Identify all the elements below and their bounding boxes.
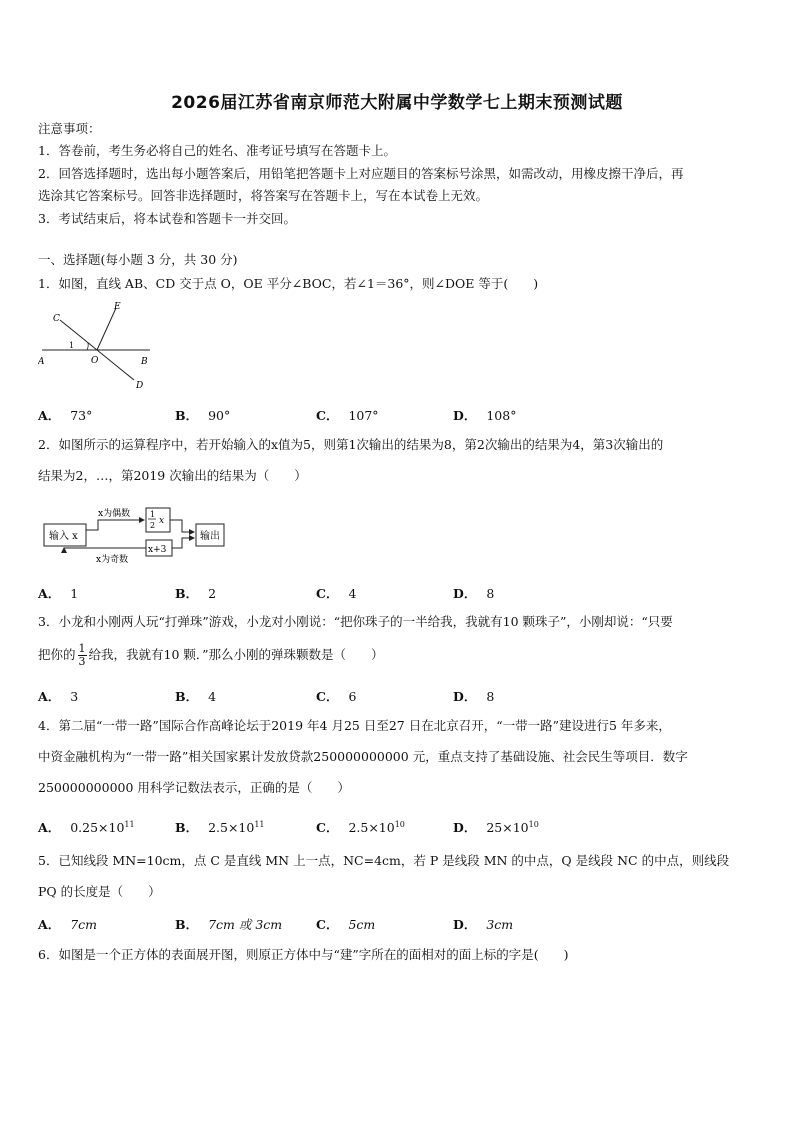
notice-heading: 注意事项：	[38, 121, 101, 136]
figure-label-c: C	[53, 314, 60, 324]
notice-item-2-cont: 选涂其它答案标号。回答非选择题时，将答案写在答题卡上，写在本试卷上无效。	[38, 188, 489, 203]
flow-half-den: 2	[150, 521, 156, 530]
q3-option-b: B． 4	[175, 689, 217, 704]
question-4-line-3: 250000000000 用科学记数法表示，正确的是（ ）	[38, 780, 350, 795]
q4-option-a: A． $0.25\times 10^{11}$	[38, 819, 135, 835]
figure-label-a: A	[38, 357, 45, 367]
figure-label-d: D	[136, 381, 144, 391]
q5-option-c: C． 5cm	[316, 917, 376, 932]
question-6-text: 6．如图是一个正方体的表面展开图，则原正方体中与“建”字所在的面相对的面上标的字是( )	[38, 947, 569, 962]
flow-odd-label: x为奇数	[96, 555, 129, 565]
notice-item-3: 3．考试结束后，将本试卷和答题卡一并交回。	[38, 211, 296, 226]
question-2-line-1: 2．如图所示的运算程序中，若开始输入的x值为5，则第1次输出的结果为8，第2次输出的结果为4，第3次输出的	[38, 437, 664, 452]
question-3-line-2: 把你的 $\frac{1}{3}$ 给我，我就有10 颗．”那么小刚的弹珠颗数是（ ）	[38, 642, 384, 668]
q5-option-b: B． 7cm 或 3cm	[175, 917, 283, 932]
notice-item-1: 1．答卷前，考生务必将自己的姓名、准考证号填写在答题卡上。	[38, 143, 396, 158]
figure-label-e: E	[114, 302, 121, 312]
q2-option-a: A． 1	[38, 586, 79, 601]
flow-input-label: 输入 x	[49, 531, 78, 542]
flow-half-var: x	[159, 516, 165, 526]
q4-option-b: B． $2.5\times 10^{11}$	[175, 819, 265, 835]
q1-option-b: B． 90°	[175, 408, 231, 423]
fraction-one-third: $\frac{1}{3}$	[78, 642, 86, 668]
q1-option-d: D． 108°	[453, 408, 517, 423]
notice-item-2: 2．回答选择题时，选出每小题答案后，用铅笔把答题卡上对应题目的答案标号涂黑，如需改动，用橡皮擦干净后，再	[38, 166, 684, 181]
question-2-line-2: 结果为2，…，第2019 次输出的结果为（ ）	[38, 468, 307, 483]
q1-option-a: A． 73°	[38, 408, 93, 423]
q2-option-c: C． 4	[316, 586, 357, 601]
figure-angle-label: 1	[69, 341, 75, 350]
flow-output-label: 输出	[200, 531, 220, 542]
q2-option-b: B． 2	[175, 586, 217, 601]
question-1-figure	[38, 300, 158, 392]
q2-option-d: D． 8	[453, 586, 495, 601]
q4-option-d: D． $25\times 10^{10}$	[453, 819, 539, 835]
question-5-line-1: 5．已知线段 MN=10cm，点 C 是直线 MN 上一点，NC=4cm，若 P 是线段 MN 的中点，Q 是线段 NC 的中点，则线段	[38, 853, 730, 868]
question-4-line-2: 中资金融机构为“一带一路”相关国家累计发放贷款250000000000 元，重点支持了基础设施、社会民生等项目．数字	[38, 749, 688, 764]
q3-option-a: A． 3	[38, 689, 79, 704]
figure-label-o: O	[91, 356, 99, 366]
figure-label-b: B	[141, 357, 148, 367]
question-2-flowchart	[40, 504, 230, 566]
q5-option-a: A． 7cm	[38, 917, 98, 932]
q1-option-c: C． 107°	[316, 408, 379, 423]
q4-option-c: C． $2.5\times 10^{10}$	[316, 819, 405, 835]
question-5-line-2: PQ 的长度是（ ）	[38, 884, 161, 899]
q3-option-d: D． 8	[453, 689, 495, 704]
question-3-line-1: 3．小龙和小刚两人玩“打弹珠”游戏，小龙对小刚说：“把你珠子的一半给我，我就有10 颗珠子”，小刚却说：“只要	[38, 614, 673, 629]
q3-option-c: C． 6	[316, 689, 357, 704]
question-1-text: 1．如图，直线 AB、CD 交于点 O，OE 平分∠BOC，若∠1＝36°，则∠DOE 等于( )	[38, 276, 539, 291]
q5-option-d: D． 3cm	[453, 917, 514, 932]
section-heading: 一、选择题(每小题 3 分，共 30 分)	[38, 252, 238, 267]
flow-half-num: 1	[150, 510, 156, 519]
question-4-line-1: 4．第二届“一带一路”国际合作高峰论坛于2019 年4 月25 日至27 日在北京召开，“一带一路”建设进行5 年多来，	[38, 718, 671, 733]
page-title: 2026届江苏省南京师范大附属中学数学七上期末预测试题	[171, 93, 623, 113]
flow-even-label: x为偶数	[98, 509, 131, 519]
flow-plus3-label: x+3	[148, 545, 167, 555]
